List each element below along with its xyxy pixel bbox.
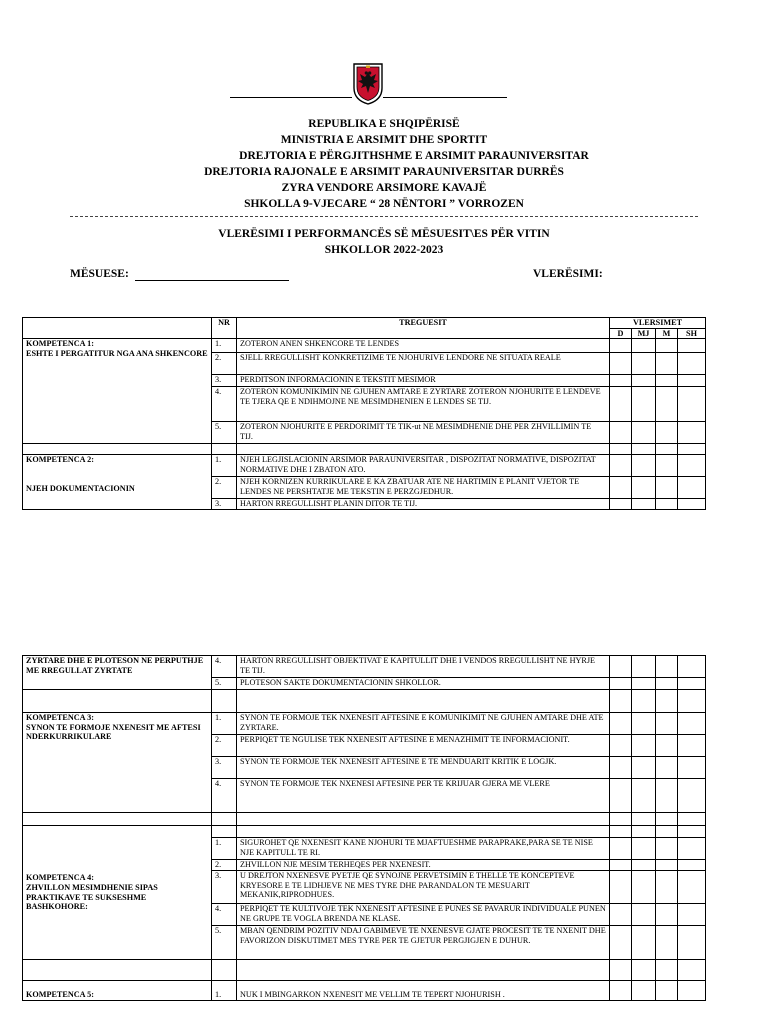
row-text: SYNON TE FORMOJE TEK NXENESI AFTESINE PER TE KRIJUAR GJERA ME VLERE xyxy=(237,779,610,813)
grade-m-cell[interactable] xyxy=(656,713,678,735)
grade-sh-cell[interactable] xyxy=(678,656,706,678)
row-text: MBAN QENDRIM POZITIV NDAJ GABIMEVE TE NXENESVE GJATE PROCESIT TE TE NXENIT DHE FAVORIZON DISKUTIMET MES TYRE PER TE GJETUR PERGJIGJEN E DUHUR. xyxy=(237,926,610,960)
emblem-line-right xyxy=(383,97,507,98)
vleresimi-label: VLERËSIMI: xyxy=(533,268,603,280)
grade-d-cell[interactable] xyxy=(610,339,632,353)
grade-d-cell[interactable] xyxy=(610,735,632,757)
grade-sh-cell[interactable] xyxy=(678,422,706,444)
row-nr: 4. xyxy=(212,656,237,678)
grade-sh-cell[interactable] xyxy=(678,838,706,860)
row-text: ZHVILLON NJE MESIM TERHEQES PER NXENESIT. xyxy=(237,860,610,871)
grade-m-cell[interactable] xyxy=(656,455,678,477)
grade-m-cell[interactable] xyxy=(656,499,678,510)
row-nr: 5. xyxy=(212,678,237,690)
row-nr: 4. xyxy=(212,387,237,422)
grade-sh-cell[interactable] xyxy=(678,499,706,510)
grade-m-cell[interactable] xyxy=(656,904,678,926)
grade-d-cell[interactable] xyxy=(610,387,632,422)
row-nr: 3. xyxy=(212,499,237,510)
document-title-line-2: SHKOLLOR 2022-2023 xyxy=(324,244,444,256)
grade-sh-cell[interactable] xyxy=(678,779,706,813)
row-nr: 1. xyxy=(212,713,237,735)
grade-d-cell[interactable] xyxy=(610,926,632,960)
row-text: PERDITSON INFORMACIONIN E TEKSTIT MESIMOR xyxy=(237,375,610,387)
row-nr: 1. xyxy=(212,981,237,1001)
header-line-3: DREJTORIA E PËRGJITHSHME E ARSIMIT PARAUNIVERSITAR xyxy=(239,150,589,162)
grade-m-cell[interactable] xyxy=(656,387,678,422)
row-nr: 2. xyxy=(212,477,237,499)
row-nr: 1. xyxy=(212,838,237,860)
grade-mj-cell[interactable] xyxy=(632,757,656,779)
document-title-line-1: VLERËSIMI I PERFORMANCËS SË MËSUESIT\ES PËR VITIN xyxy=(218,228,550,240)
grade-m-cell[interactable] xyxy=(656,735,678,757)
grade-sh-header: SH xyxy=(678,328,706,339)
header-divider xyxy=(70,216,698,217)
grade-d-cell[interactable] xyxy=(610,981,632,1001)
grade-sh-cell[interactable] xyxy=(678,735,706,757)
grade-mj-cell[interactable] xyxy=(632,860,656,871)
grade-d-cell[interactable] xyxy=(610,860,632,871)
grade-sh-cell[interactable] xyxy=(678,904,706,926)
grade-mj-cell[interactable] xyxy=(632,735,656,757)
row-text: PERPIQET TE KULTIVOJE TEK NXENESIT AFTESINE E PUNES SE PAVARUR INDIVIDUALE PUNEN NE GRUPE TE VOGLA BRENDA NE KLASE. xyxy=(237,904,610,926)
row-text: SYNON TE FORMOJE TEK NXENESIT AFTESINE E TE MENDUARIT KRITIK E LOGJK. xyxy=(237,757,610,779)
grade-mj-cell[interactable] xyxy=(632,981,656,1001)
kompetenca-4-cell xyxy=(23,826,212,960)
grade-m-header: M xyxy=(656,328,678,339)
row-nr: 4. xyxy=(212,904,237,926)
grade-d-cell[interactable] xyxy=(610,422,632,444)
row-text: SJELL RREGULLISHT KONKRETIZIME TE NJOHURIVE LENDORE NE SITUATA REALE xyxy=(237,353,610,375)
grade-sh-cell[interactable] xyxy=(678,713,706,735)
row-text: ZOTERON ANEN SHKENCORE TE LENDES xyxy=(237,339,610,353)
row-nr: 5. xyxy=(212,422,237,444)
grade-m-cell[interactable] xyxy=(656,860,678,871)
grade-m-cell[interactable] xyxy=(656,656,678,678)
grade-mj-cell[interactable] xyxy=(632,779,656,813)
evaluation-table-2 xyxy=(22,655,706,1001)
kompetenca-4-desc: ZHVILLON MESIMDHENIE SIPAS PRAKTIKAVE TE SUKSESHME BASHKOHORE: xyxy=(26,882,158,912)
grade-d-cell[interactable] xyxy=(610,455,632,477)
grade-sh-cell[interactable] xyxy=(678,477,706,499)
kompetenca-2-desc: NJEH DOKUMENTACIONIN xyxy=(26,483,135,493)
evaluation-table-1 xyxy=(22,317,706,510)
col-vleresimet-header: VLERSIMET xyxy=(610,318,706,329)
grade-m-cell[interactable] xyxy=(656,981,678,1001)
grade-d-cell[interactable] xyxy=(610,713,632,735)
grade-sh-cell[interactable] xyxy=(678,375,706,387)
kompetenca-2-cell xyxy=(23,455,212,510)
col-nr-header: NR xyxy=(212,318,237,339)
header-line-2: MINISTRIA E ARSIMIT DHE SPORTIT xyxy=(280,134,488,146)
row-nr: 4. xyxy=(212,779,237,813)
grade-mj-cell[interactable] xyxy=(632,678,656,690)
grade-sh-cell[interactable] xyxy=(678,455,706,477)
grade-d-cell[interactable] xyxy=(610,838,632,860)
header-line-4: DREJTORIA RAJONALE E ARSIMIT PARAUNIVERSITAR DURRËS xyxy=(204,166,564,178)
row-text: HARTON RREGULLISHT PLANIN DITOR TE TIJ. xyxy=(237,499,610,510)
grade-mj-header: MJ xyxy=(632,328,656,339)
header-line-1: REPUBLIKA E SHQIPËRISË xyxy=(308,118,460,130)
grade-d-cell[interactable] xyxy=(610,678,632,690)
grade-mj-cell[interactable] xyxy=(632,926,656,960)
emblem-line-left xyxy=(230,97,352,98)
kompetenca-1-cell xyxy=(23,339,212,444)
kompetenca-4-title: KOMPETENCA 4: xyxy=(26,873,95,883)
col-treguesit-header: TREGUESIT xyxy=(237,318,610,339)
grade-m-cell[interactable] xyxy=(656,353,678,375)
grade-d-cell[interactable] xyxy=(610,375,632,387)
grade-m-cell[interactable] xyxy=(656,779,678,813)
grade-m-cell[interactable] xyxy=(656,871,678,904)
row-text: HARTON RREGULLISHT OBJEKTIVAT E KAPITULLIT DHE I VENDOS RREGULLISHT NE HYRJE TE TIJ. xyxy=(237,656,610,678)
header-line-5: ZYRA VENDORE ARSIMORE KAVAJË xyxy=(281,182,487,194)
kompetenca-2-title: KOMPETENCA 2: xyxy=(26,455,95,465)
row-text: NJEH LEGJISLACIONIN ARSIMOR PARAUNIVERSITAR , DISPOZITAT NORMATIVE, DISPOZITAT NORMATIVE DHE I ZBATON ATO. xyxy=(237,455,610,477)
mesuese-blank-line xyxy=(135,280,289,281)
grade-mj-cell[interactable] xyxy=(632,871,656,904)
row-text: NUK I MBINGARKON NXENESIT ME VELLIM TE TEPERT NJOHURISH . xyxy=(237,981,610,1001)
grade-d-cell[interactable] xyxy=(610,499,632,510)
kompetenca-1-desc: ESHTE I PERGATITUR NGA ANA SHKENCORE xyxy=(26,348,208,358)
kompetenca-5-cell: KOMPETENCA 5: xyxy=(23,981,212,1001)
grade-d-cell[interactable] xyxy=(610,353,632,375)
row-nr: 3. xyxy=(212,757,237,779)
grade-m-cell[interactable] xyxy=(656,339,678,353)
mesuese-label: MËSUESE: xyxy=(70,268,129,280)
kompetenca-2-continued-cell: ZYRTARE DHE E PLOTESON NE PERPUTHJE ME RREGULLAT ZYRTATE xyxy=(23,656,212,690)
row-text: PERPIQET TE NGULISE TEK NXENESIT AFTESINE E MENAZHIMIT TE INFORMACIONIT. xyxy=(237,735,610,757)
kompetenca-3-desc: SYNON TE FORMOJE NXENESIT ME AFTESI NDERKURRIKULARE xyxy=(26,722,201,742)
grade-d-header: D xyxy=(610,328,632,339)
row-nr: 2. xyxy=(212,860,237,871)
grade-sh-cell[interactable] xyxy=(678,860,706,871)
grade-d-cell[interactable] xyxy=(610,757,632,779)
grade-m-cell[interactable] xyxy=(656,678,678,690)
grade-mj-cell[interactable] xyxy=(632,387,656,422)
grade-m-cell[interactable] xyxy=(656,926,678,960)
grade-d-cell[interactable] xyxy=(610,871,632,904)
grade-mj-cell[interactable] xyxy=(632,499,656,510)
grade-mj-cell[interactable] xyxy=(632,375,656,387)
row-text: SYNON TE FORMOJE TEK NXENESIT AFTESINE E KOMUNIKIMIT NE GJUHEN AMTARE DHE ATE ZYRTARE. xyxy=(237,713,610,735)
grade-d-cell[interactable] xyxy=(610,477,632,499)
grade-mj-cell[interactable] xyxy=(632,838,656,860)
row-nr: 2. xyxy=(212,735,237,757)
albania-emblem-icon xyxy=(352,62,384,106)
row-nr: 1. xyxy=(212,339,237,353)
grade-sh-cell[interactable] xyxy=(678,387,706,422)
kompetenca-3-title: KOMPETENCA 3: xyxy=(26,713,95,722)
grade-d-cell[interactable] xyxy=(610,656,632,678)
grade-sh-cell[interactable] xyxy=(678,981,706,1001)
row-nr: 3. xyxy=(212,375,237,387)
row-text: U DREJTON NXENESVE PYETJE QE SYNOJNE PERVETSIMIN E THELLE TE KONCEPTEVE KRYESORE E TE LIDHJEVE NE MES TYRE DHE PARANDALON TE MESUARIT MEKANIK,RIPRODHUES. xyxy=(237,871,610,904)
grade-m-cell[interactable] xyxy=(656,757,678,779)
grade-d-cell[interactable] xyxy=(610,779,632,813)
kompetenca-3-cell xyxy=(23,713,212,813)
row-text: SIGUROHET QE NXENESIT KANE NJOHURI TE MJAFTUESHME PARAPRAKE,PARA SE TE NISE NJE KAPITULL TE RI. xyxy=(237,838,610,860)
grade-d-cell[interactable] xyxy=(610,904,632,926)
grade-sh-cell[interactable] xyxy=(678,678,706,690)
row-text: ZOTERON NJOHURITE E PERDORIMIT TE TIK-ut NE MESIMDHENIE DHE PER ZHVILLIMIN TE TIJ. xyxy=(237,422,610,444)
grade-mj-cell[interactable] xyxy=(632,353,656,375)
grade-mj-cell[interactable] xyxy=(632,477,656,499)
grade-sh-cell[interactable] xyxy=(678,339,706,353)
row-nr: 2. xyxy=(212,353,237,375)
grade-sh-cell[interactable] xyxy=(678,926,706,960)
row-nr: 3. xyxy=(212,871,237,904)
row-text: NJEH KORNIZEN KURRIKULARE E KA ZBATUAR ATE NE HARTIMIN E PLANIT VJETOR TE LENDES NE PERSHTATJE ME TEKSTIN E PERZGJEDHUR. xyxy=(237,477,610,499)
grade-mj-cell[interactable] xyxy=(632,339,656,353)
kompetenca-1-title: KOMPETENCA 1: xyxy=(26,339,95,349)
grade-sh-cell[interactable] xyxy=(678,871,706,904)
grade-m-cell[interactable] xyxy=(656,477,678,499)
row-nr: 5. xyxy=(212,926,237,960)
header-line-6: SHKOLLA 9-VJECARE “ 28 NËNTORI ” VORROZEN xyxy=(244,198,524,210)
grade-mj-cell[interactable] xyxy=(632,455,656,477)
grade-m-cell[interactable] xyxy=(656,422,678,444)
grade-mj-cell[interactable] xyxy=(632,713,656,735)
grade-mj-cell[interactable] xyxy=(632,656,656,678)
grade-mj-cell[interactable] xyxy=(632,904,656,926)
grade-sh-cell[interactable] xyxy=(678,353,706,375)
row-text: ZOTERON KOMUNIKIMIN NE GJUHEN AMTARE E ZYRTARE ZOTERON NJOHURITE E LENDEVE TE TJERA QE E NDIHMOJNE NE MESIMDHENIEN E LENDES SE TIJ. xyxy=(237,387,610,422)
row-nr: 1. xyxy=(212,455,237,477)
row-text: PLOTESON SAKTE DOKUMENTACIONIN SHKOLLOR. xyxy=(237,678,610,690)
grade-sh-cell[interactable] xyxy=(678,757,706,779)
grade-m-cell[interactable] xyxy=(656,375,678,387)
grade-m-cell[interactable] xyxy=(656,838,678,860)
grade-mj-cell[interactable] xyxy=(632,422,656,444)
